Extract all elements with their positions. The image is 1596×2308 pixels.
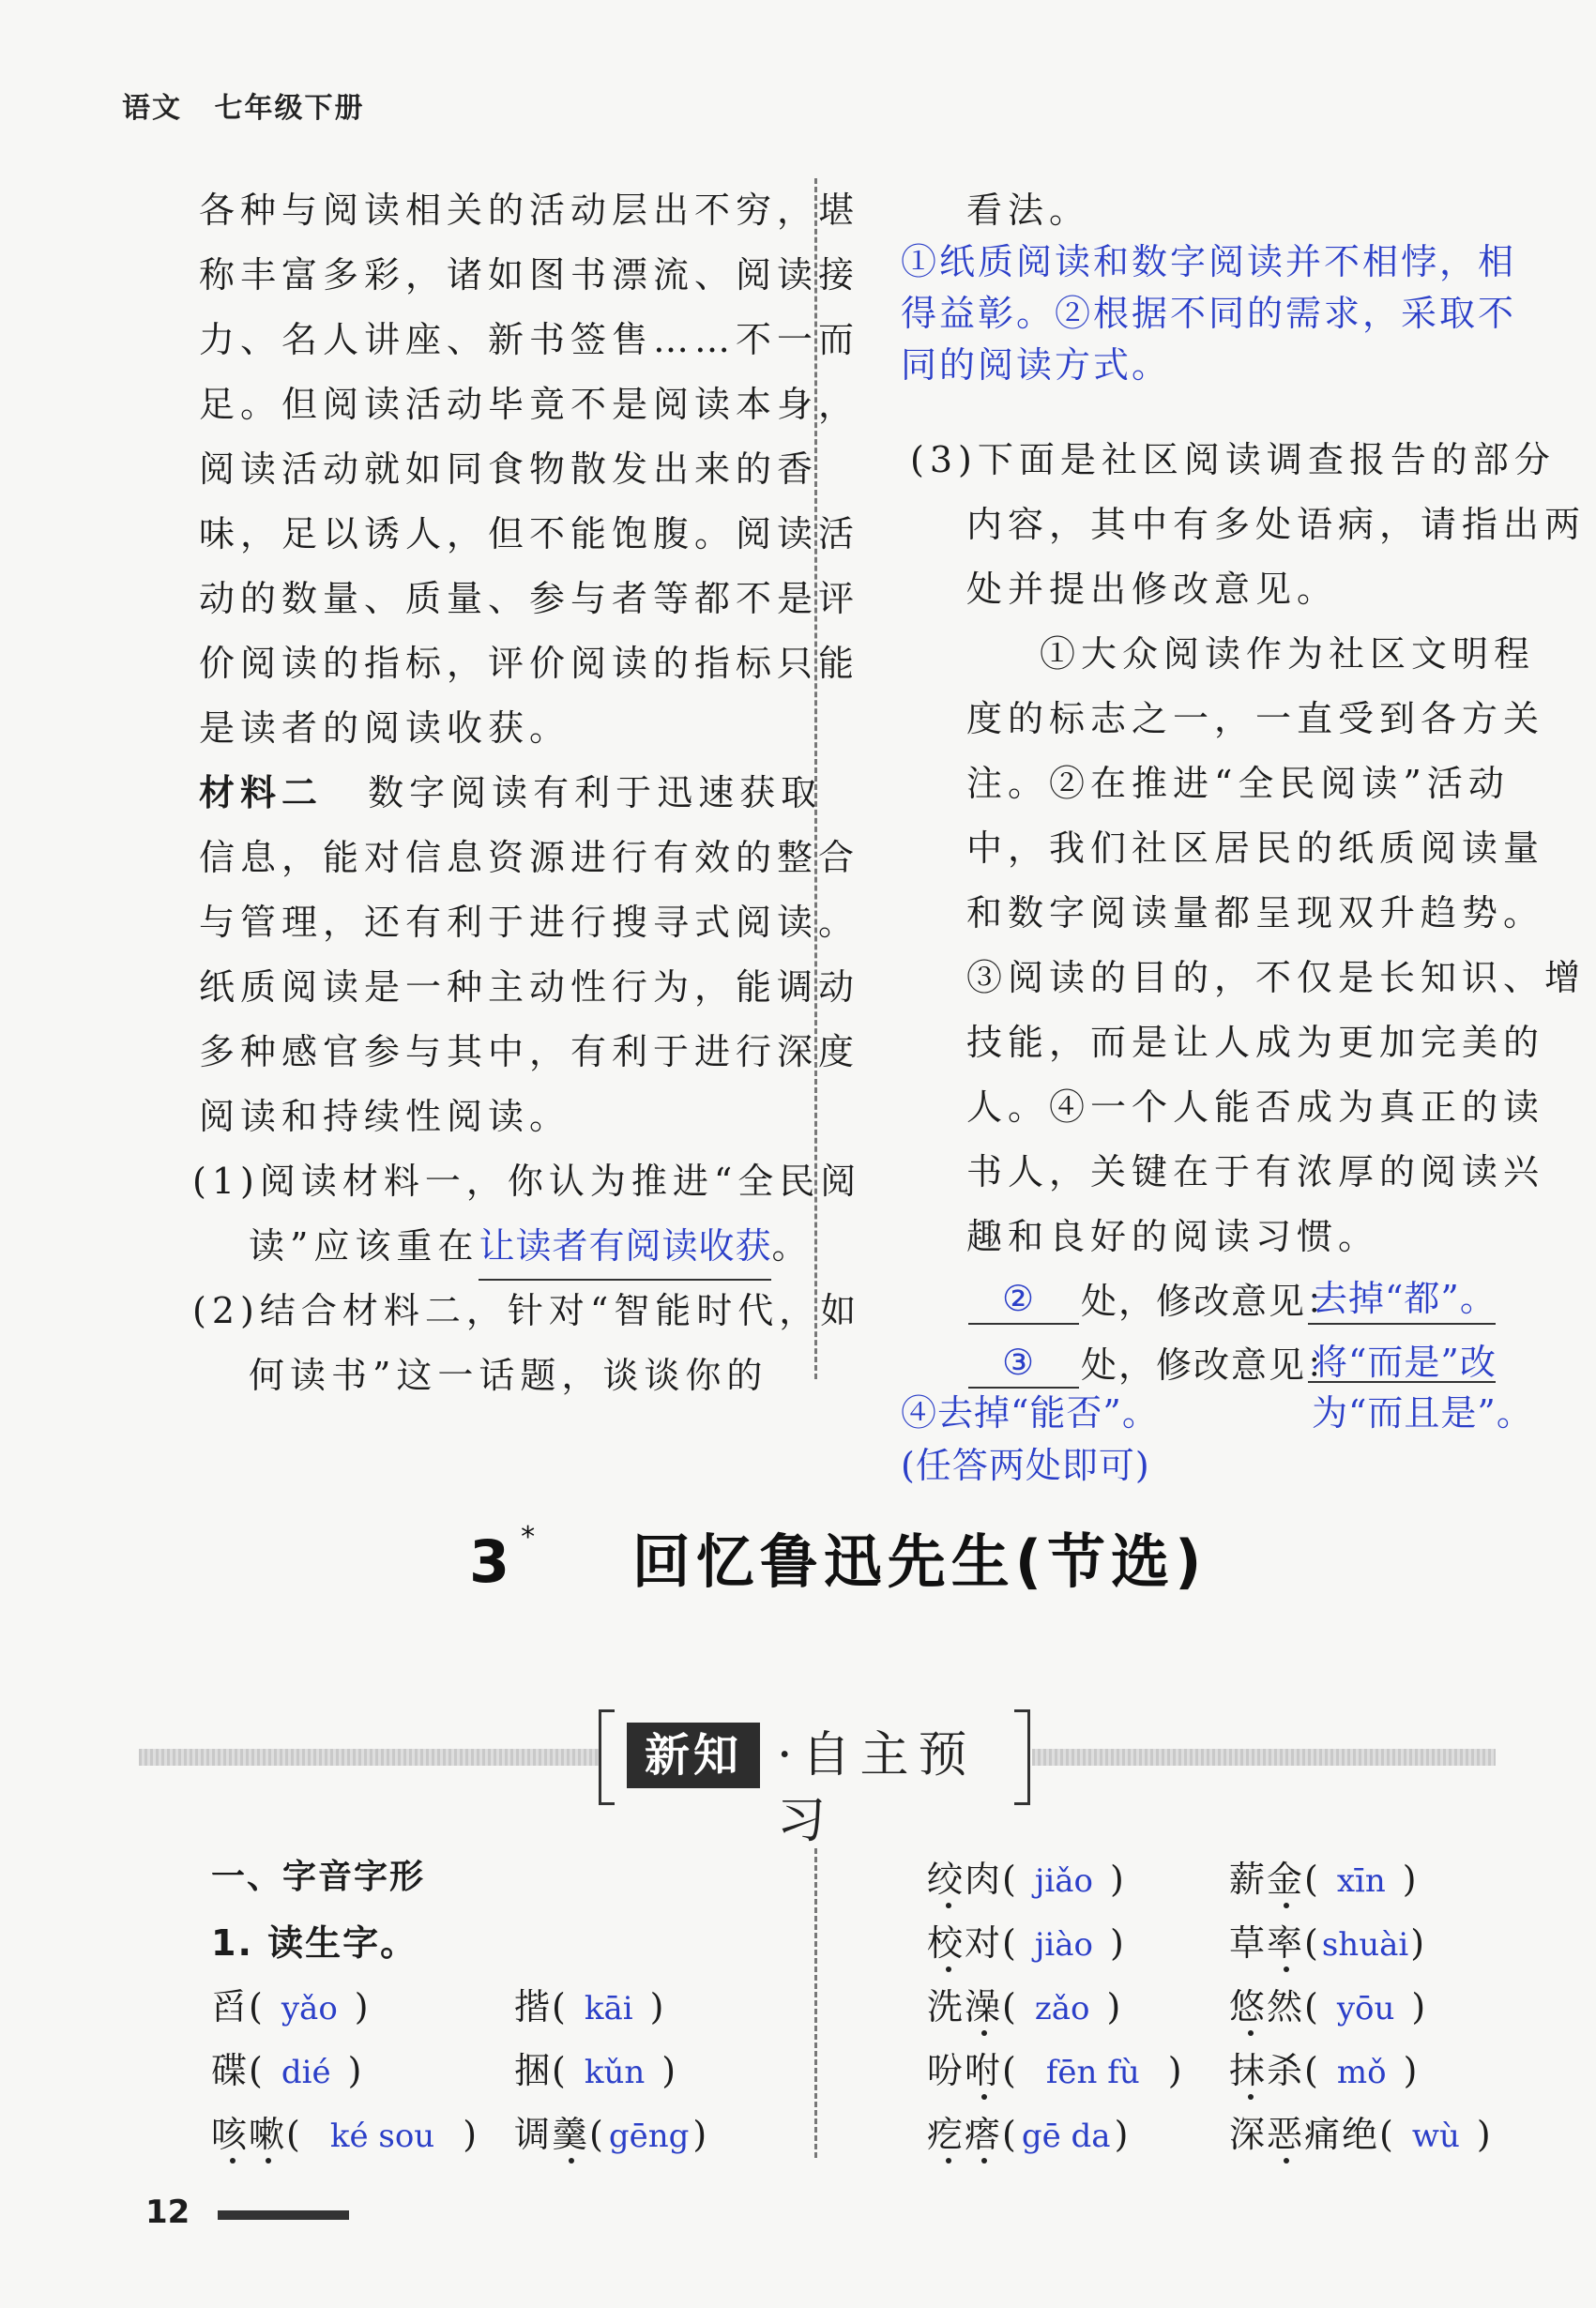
question-3-cont: 内容，其中有多处语病，请指出两 (966, 504, 1587, 545)
vocab-item: 深恶痛绝( wù ) (1229, 2114, 1493, 2155)
vocab-item: 绞肉( jiǎo ) (927, 1859, 1126, 1900)
emphasis-dot (946, 1966, 951, 1972)
passage-line: 注。②在推进“全民阅读”活动 (966, 763, 1510, 804)
vocab-item: 吩咐( fēn fù ) (927, 2050, 1184, 2091)
left-line: 信息，能对信息资源进行有效的整合 (199, 837, 860, 878)
emphasis-dot (1248, 2030, 1254, 2036)
passage-line: ①大众阅读作为社区文明程 (1040, 633, 1536, 675)
passage-line: 人。④一个人能否成为真正的读 (966, 1086, 1545, 1128)
emphasis-dot (981, 2158, 987, 2164)
left-line: 味，足以诱人，但不能饱腹。阅读活 (199, 513, 860, 554)
emphasis-dot (569, 2158, 574, 2164)
passage-line: 中，我们社区居民的纸质阅读量 (966, 828, 1545, 869)
banner-band-right (1032, 1749, 1496, 1766)
vocab-item: 薪金( xīn ) (1229, 1859, 1419, 1900)
left-line: 价阅读的指标，评价阅读的指标只能 (199, 643, 860, 684)
emphasis-dot (1284, 2158, 1289, 2164)
fix-1-blank (968, 1323, 1079, 1325)
fix-1-text: 去掉“都”。 (1312, 1278, 1497, 1319)
passage-line: 趣和良好的阅读习惯。 (966, 1216, 1380, 1257)
vocab-item: 捆( kǔn ) (514, 2050, 678, 2091)
lesson-number: 3 (469, 1527, 516, 1596)
section-label-dark: 新知 (627, 1723, 760, 1788)
column-divider (814, 178, 817, 1379)
question-2-cont: 何读书”这一话题，谈谈你的 (249, 1355, 768, 1396)
material2-line (199, 761, 822, 826)
emphasis-dot (230, 2158, 236, 2164)
vocab-item: 调羹( gēng ) (514, 2114, 709, 2155)
emphasis-dot (981, 2030, 987, 2036)
section-banner (599, 1709, 1030, 1849)
vocab-item: 疙瘩( gē da ) (927, 2114, 1131, 2155)
emphasis-dot (1248, 2094, 1254, 2100)
lesson-name: 回忆鲁迅先生(节选) (631, 1527, 1208, 1596)
footer-bar (218, 2210, 349, 2220)
emphasis-dot (1284, 1903, 1289, 1908)
question-2: (2)结合材料二，针对“智能时代，如 (192, 1290, 862, 1331)
left-line: 与管理，还有利于进行搜寻式阅读。 (199, 902, 860, 943)
vocab-item: 舀( yǎo ) (211, 1986, 371, 2027)
passage-line: 技能，而是让人成为更加完美的 (966, 1022, 1545, 1063)
page-header (122, 84, 364, 126)
emphasis-dot (946, 1903, 951, 1908)
passage-line: 度的标志之一，一直受到各方关 (966, 698, 1545, 739)
passage-line: ③阅读的目的，不仅是长知识、增 (966, 957, 1587, 998)
bracket-right (1014, 1709, 1030, 1805)
emphasis-dot (981, 2094, 987, 2100)
grade-label: 七年级下册 (214, 92, 365, 125)
emphasis-dot (1284, 1966, 1289, 1972)
fix-2-text-b: 为“而且是”。 (1312, 1392, 1533, 1434)
question-3-cont: 处并提出修改意见。 (966, 569, 1339, 610)
question-1: (1)阅读材料一，你认为推进“全民阅 (192, 1161, 862, 1202)
left-line: 足。但阅读活动毕竟不是阅读本身， (199, 384, 860, 425)
left-line: 各种与阅读相关的活动层出不穷，堪 (199, 190, 860, 231)
fix-1-label: 处，修改意见： (1081, 1281, 1345, 1322)
vocab-item: 校对( jiào ) (927, 1922, 1126, 1964)
answer-note: (任答两处即可) (901, 1445, 1150, 1486)
fix-1-text-blank (1308, 1323, 1496, 1325)
vocab-divider (814, 1848, 817, 2158)
left-line: 纸质阅读是一种主动性行为，能调动 (199, 966, 860, 1008)
left-line: 是读者的阅读收获。 (199, 707, 571, 749)
vocab-item: 碟( dié ) (211, 2050, 364, 2091)
right-line: 看法。 (966, 190, 1091, 231)
vocab-item: 悠然( yōu ) (1229, 1986, 1428, 2027)
answer-2-line: 得益彰。②根据不同的需求，采取不 (901, 293, 1517, 334)
lesson-title (469, 1515, 1207, 1599)
left-line: 称丰富多彩，诸如图书漂流、阅读接 (199, 254, 860, 296)
vocab-item: 咳嗽( ké sou ) (211, 2114, 479, 2155)
left-line: 力、名人讲座、新书签售……不一而 (199, 319, 860, 360)
banner-band-left (139, 1749, 599, 1766)
vocab-item: 洗澡( zǎo ) (927, 1986, 1123, 2027)
fix-2-number: ③ (1002, 1342, 1041, 1383)
vocab-item: 草率(shuài) (1229, 1922, 1427, 1964)
answer-1: 让读者有阅读收获 (479, 1214, 771, 1281)
fix-3-text: ④去掉“能否”。 (901, 1392, 1159, 1434)
emphasis-dot (946, 2158, 951, 2164)
left-line: 动的数量、质量、参与者等都不是评 (199, 578, 860, 619)
vocab-item: 揩( kāi ) (514, 1986, 666, 2027)
page-number: 12 (145, 2194, 190, 2231)
answer-2-line: 同的阅读方式。 (901, 344, 1171, 386)
question-1-cont: 读”应该重在让读者有阅读收获。 (249, 1214, 813, 1281)
vocab-item: 抹杀( mǒ ) (1229, 2050, 1420, 2091)
section-label: ·自主预习 (777, 1727, 977, 1849)
emphasis-dot (266, 2158, 271, 2164)
left-line: 多种感官参与其中，有利于进行深度 (199, 1031, 860, 1072)
fix-1-number: ② (1002, 1278, 1041, 1319)
passage-line: 书人，关键在于有浓厚的阅读兴 (966, 1151, 1545, 1192)
bracket-left (599, 1709, 615, 1805)
material2-first: 数字阅读有利于迅速获取 (368, 772, 823, 813)
passage-line: 和数字阅读量都呈现双升趋势。 (966, 892, 1545, 934)
fix-2-text-a: 将“而是”改 (1312, 1342, 1497, 1383)
left-line: 阅读和持续性阅读。 (199, 1096, 571, 1137)
vocab-subheading: 1. 读生字。 (211, 1922, 418, 1964)
lesson-star: * (521, 1521, 541, 1554)
left-line: 阅读活动就如同食物散发出来的香 (199, 448, 819, 490)
answer-2-line: ①纸质阅读和数字阅读并不相悖，相 (901, 241, 1517, 282)
subject-label: 语文 (122, 92, 182, 125)
material2-label: 材料二 (199, 772, 324, 813)
fix-2-label: 处，修改意见： (1081, 1344, 1345, 1386)
vocab-heading: 一、字音字形 (211, 1858, 426, 1896)
question-3: (3)下面是社区阅读调查报告的部分 (910, 439, 1556, 480)
